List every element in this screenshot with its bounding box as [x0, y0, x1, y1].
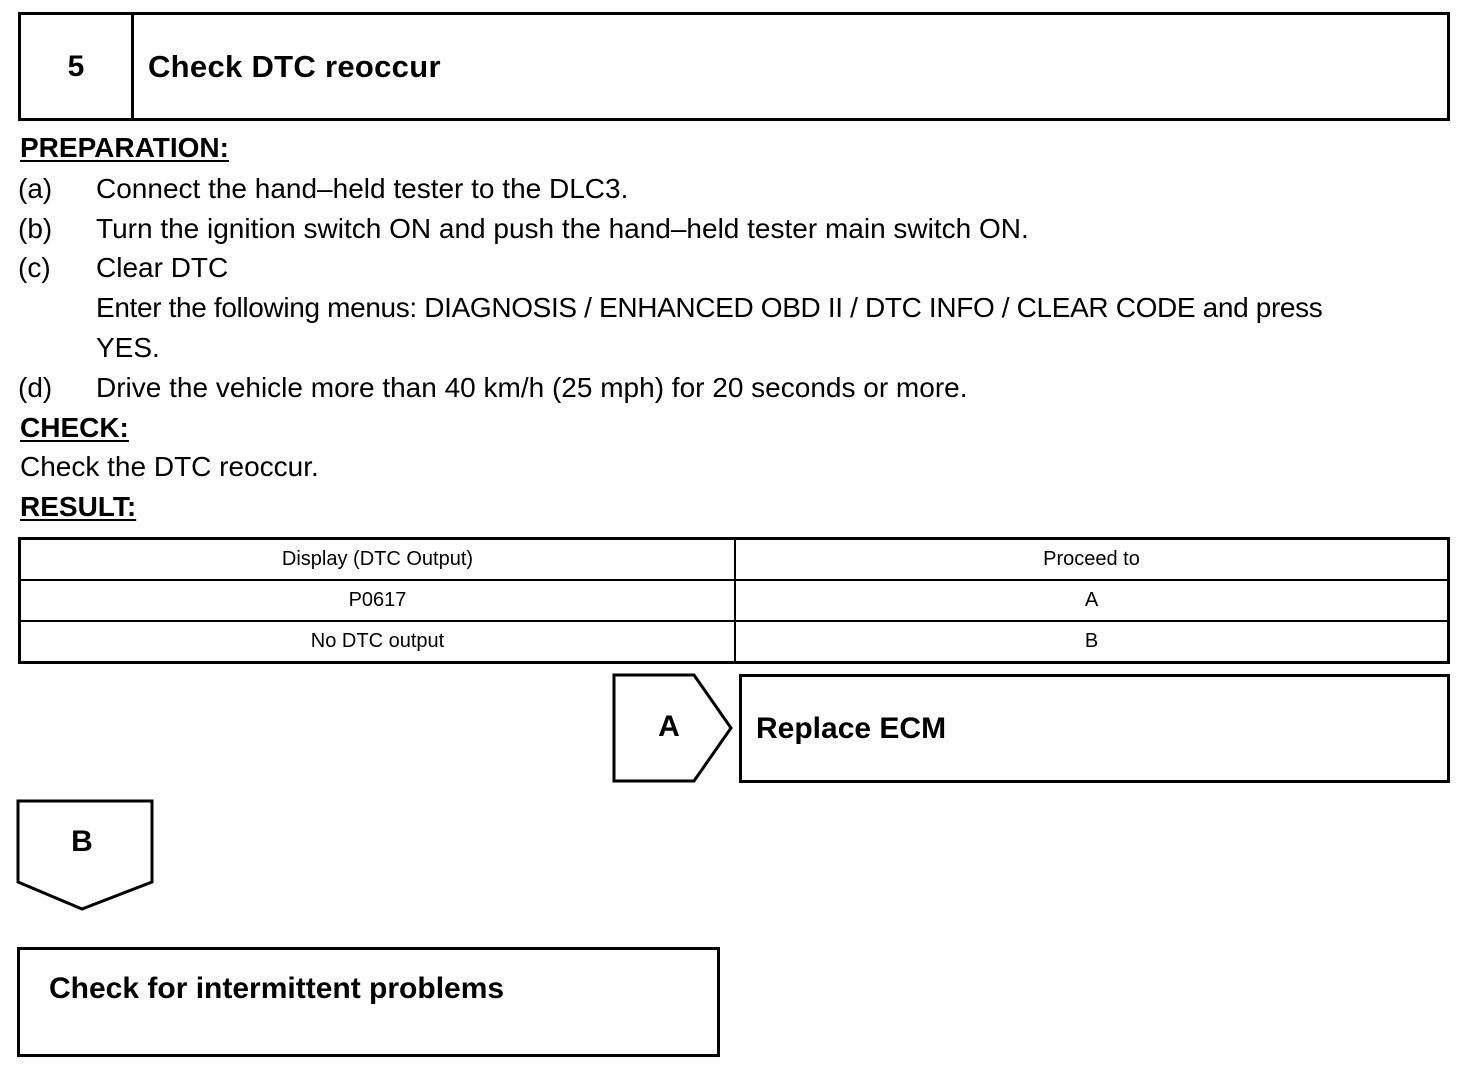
flow-b-label: B	[71, 825, 93, 858]
preparation-label: PREPARATION:	[20, 132, 229, 163]
header-proceed: Proceed to	[735, 539, 1449, 581]
prep-step-c-detail: Enter the following menus: DIAGNOSIS / ENHANCED OBD II / DTC INFO / CLEAR CODE and press	[96, 292, 1323, 323]
result-table	[18, 537, 1450, 664]
check-label: CHECK:	[20, 412, 129, 443]
flow-a-action-box	[739, 674, 1450, 783]
step-header	[18, 12, 1450, 121]
flow-b-action: Check for intermittent problems	[49, 972, 505, 1005]
prep-step-c: Clear DTC	[96, 252, 229, 283]
table-row	[20, 580, 1449, 621]
flow-b-action-box	[17, 947, 720, 1057]
prep-marker-d: (d)	[18, 372, 53, 403]
prep-step-c-detail-cont: YES.	[96, 332, 160, 363]
check-text: Check the DTC reoccur.	[20, 451, 319, 482]
prep-marker-b: (b)	[18, 213, 53, 244]
step-title: Check DTC reoccur	[148, 48, 441, 84]
table-header-row	[20, 539, 1449, 581]
result-label: RESULT:	[20, 491, 137, 522]
prep-marker-a: (a)	[18, 173, 53, 204]
cell-display: P0617	[20, 580, 736, 621]
table-row	[20, 621, 1449, 663]
flow-a-label: A	[658, 710, 680, 743]
prep-marker-c: (c)	[18, 252, 51, 283]
prep-step-a: Connect the hand–held tester to the DLC3.	[96, 173, 629, 204]
cell-proceed: B	[735, 621, 1449, 663]
prep-step-d: Drive the vehicle more than 40 km/h (25 mph) for 20 seconds or more.	[96, 372, 968, 403]
prep-step-b: Turn the ignition switch ON and push the hand–held tester main switch ON.	[96, 213, 1029, 244]
cell-display: No DTC output	[20, 621, 736, 663]
header-display: Display (DTC Output)	[20, 539, 736, 581]
step-number: 5	[21, 15, 134, 118]
flow-a-action: Replace ECM	[756, 711, 947, 745]
cell-proceed: A	[735, 580, 1449, 621]
